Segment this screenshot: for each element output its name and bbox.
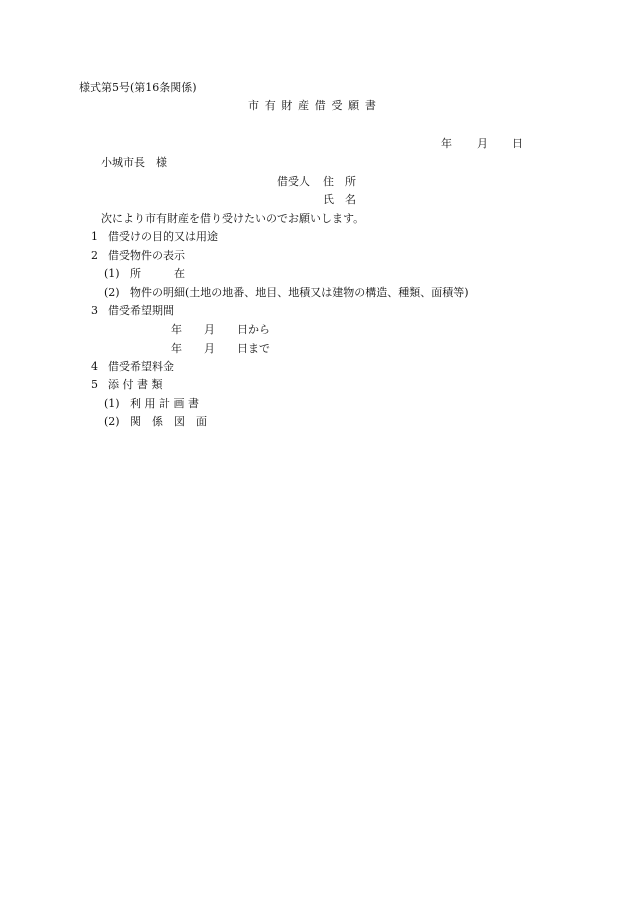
- date-day-label: 日: [512, 137, 523, 150]
- date-month-label: 月: [477, 137, 488, 150]
- item-number: 1: [91, 230, 98, 243]
- attachment-related-drawings: 関 係 図 面: [130, 415, 207, 428]
- applicant-role: 借受人: [277, 175, 310, 188]
- item-label: 借受希望期間: [108, 304, 174, 317]
- item-label: 添 付 書 類: [108, 378, 163, 391]
- request-text: 次により市有財産を借り受けたいのでお願いします。: [101, 212, 365, 225]
- document-title: 市 有 財 産 借 受 願 書: [248, 99, 377, 112]
- property-location-label: 所 在: [130, 267, 185, 280]
- form-number: 様式第5号(第16条関係): [79, 81, 197, 94]
- attachment-usage-plan: 利 用 計 画 書: [130, 397, 199, 410]
- item-label: 借受希望料金: [108, 360, 174, 373]
- date-year-label: 年: [441, 137, 452, 150]
- item-label: 借受けの目的又は用途: [108, 230, 218, 243]
- applicant-address-label: 住 所: [323, 175, 356, 188]
- item-number: 4: [91, 360, 98, 373]
- sub-item-number: (1): [104, 267, 120, 280]
- item-number: 3: [91, 304, 98, 317]
- sub-item-number: (1): [104, 397, 120, 410]
- item-number: 2: [91, 249, 98, 262]
- addressee: 小城市長 様: [101, 156, 167, 169]
- item-label: 借受物件の表示: [108, 249, 185, 262]
- period-from-line: 年 月 日から: [171, 323, 270, 336]
- applicant-name-label: 氏 名: [323, 193, 356, 206]
- property-details-label: 物件の明細(土地の地番、地目、地積又は建物の構造、種類、面積等): [130, 286, 469, 299]
- sub-item-number: (2): [104, 286, 120, 299]
- sub-item-number: (2): [104, 415, 120, 428]
- item-number: 5: [91, 378, 98, 391]
- period-to-line: 年 月 日まで: [171, 342, 270, 355]
